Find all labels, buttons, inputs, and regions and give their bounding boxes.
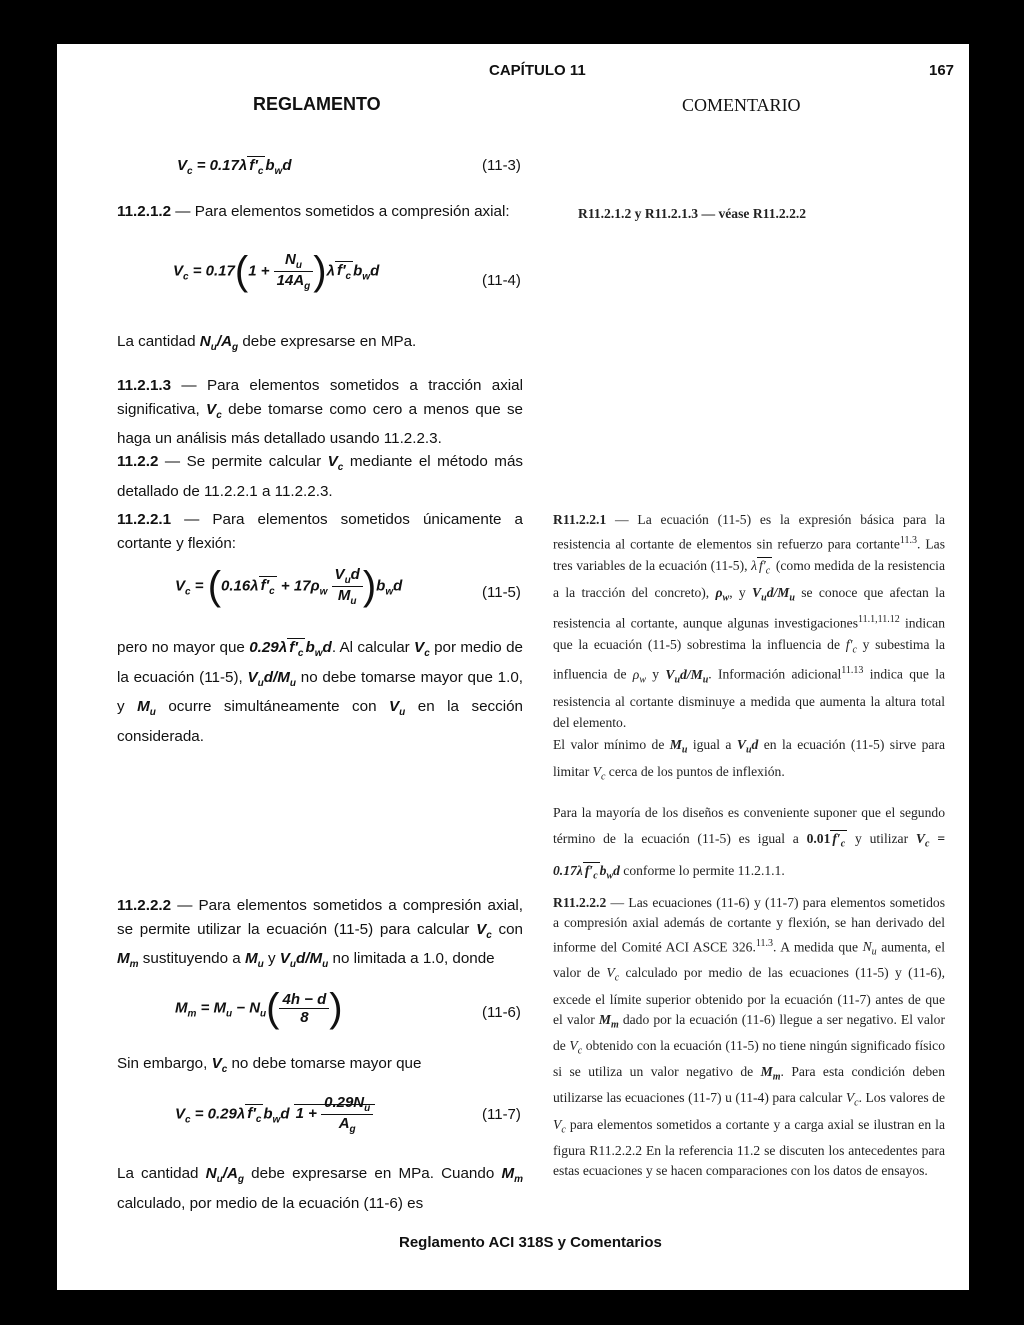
text: — Las ecuaciones (11-6) y (11-7) para elementos sometidos a compresión axial además de cortante y flexión, se han derivado del informe del Comité ACI ASCE 326.: [553, 895, 945, 955]
text: se conoce que afectan la resistencia al cortante, aunque algunas investigaciones: [553, 584, 945, 631]
text: La cantidad: [117, 1165, 206, 1182]
equation-11-5: $V_c = (0.16\lambda$ $f'_c + 17\rho_w$ $\frac{V_ud}{M_u}$ )$b_wd$: [175, 564, 403, 608]
text: no limitada a 1.0, donde: [328, 950, 495, 968]
text: El valor mínimo de: [553, 737, 670, 752]
equation-11-4: $V_c = 0.17(1$ + $\frac{N_u}{14A_g}$ )λ $f'_c$ $b_wd$: [173, 249, 380, 293]
text: mediante el método más detallado de 11.2.2.1 a 11.2.2.3.: [117, 453, 523, 500]
reference: 11.1,11.12: [858, 613, 900, 625]
text: — Para elementos sometidos únicamente a cortante y flexión:: [117, 511, 523, 552]
text: — Para elementos sometidos a tracción axial significativa,: [117, 377, 523, 418]
text: calculado, por medio de la ecuación (11-6) es: [117, 1194, 424, 1212]
equation-11-3-number: (11-3): [482, 157, 521, 174]
text: (como medida de la resistencia a la tracción del concreto),: [553, 557, 945, 600]
equation-11-6-number: (11-6): [482, 1004, 521, 1021]
text: . Para esta condición deben utilizarse las ecuaciones (11-7) u (11-4) para calcular: [553, 1064, 945, 1106]
commentary-heading: R11.2.1.2 y R11.2.1.3 — véase R11.2.2.2: [578, 206, 807, 221]
text: — La ecuación (11-5) es la expresión básica para la resistencia al cortante de elementos sin refuerzo para cortante: [553, 512, 945, 552]
paragraph-text: — Para elementos sometidos a compresión axial:: [171, 203, 510, 220]
equation-11-7-number: (11-7): [482, 1106, 521, 1123]
paragraph-11-2-2-1: [117, 508, 523, 555]
section-number: R11.2.2.1: [553, 512, 607, 527]
page-number: 167: [929, 62, 955, 79]
text: indica que la resistencia al cortante disminuye a medida que aumenta la altura total del elemento.: [553, 666, 945, 731]
paragraph-nu-ag: La cantidad $N_u/A_g$ debe expresarse en MPa.: [117, 333, 417, 354]
text: pero no mayor que: [117, 639, 250, 656]
text: para elementos sometidos a cortante y a carga axial se ilustran en la figura R11.2.2.2 En la referencia 11.2 se discuten los antecedentes para estas ecuaciones y se hacen comparaciones con los datos de ensayos.: [553, 1116, 945, 1179]
text: sustituyendo a: [138, 950, 245, 968]
paragraph-11-2-2-2: 11.2.2.2 — Para elementos sometidos a compresión axial, se permite utilizar la ecuación (11-5) para calcular $V_c$ con $M_m$ sustituyendo a $M_u$ y $V_ud/M_u$ no limitada a 1.0, donde: [117, 897, 523, 971]
text: aumenta, el valor de: [553, 939, 945, 981]
text: , y: [729, 584, 753, 600]
equation-11-4-number: (11-4): [482, 272, 521, 289]
commentary-r11-2-2-2: R11.2.2.2 — Las ecuaciones (11-6) y (11-7) para elementos sometidos a compresión axial además de cortante y flexión, se han derivado del informe del Comité ACI ASCE 326.$^{11.3}$. A medida que $N_u$ aumenta, el valor de $V_c$ calculado por medio de las ecuaciones (11-5) y (11-6), excede el límite superior obtenido por la ecuación (11-7) antes de que el valor $M_m$ dado por la ecuación (11-6) llegue a ser negativo. El valor de $V_c$ obtenido con la ecuación (11-5) no tiene ningún significado físico si se utiliza un valor negativo de $M_m$. Para esta condición deben utilizarse las ecuaciones (11-7) u (11-4) para calcular $V_c$. Los valores de $V_c$ para elementos sometidos a cortante y a carga axial se ilustran en la figura R11.2.2.2 En la referencia 11.2 se discuten los antecedentes para estas ecuaciones y se hacen comparaciones con los datos de ensayos.: [553, 895, 945, 1179]
equation-11-5-number: (11-5): [482, 584, 521, 601]
text: Sin embargo,: [117, 1055, 212, 1072]
section-number: R11.2.2.2: [553, 895, 607, 910]
text: indican que la ecuación (11-5) sobrestima la influencia de: [553, 615, 945, 652]
reference: 11.3: [899, 535, 918, 547]
text: con: [491, 920, 523, 938]
paragraph-limit: pero no mayor que 0.29λ $f'_c$ $b_wd$. Al calcular $V_c$ por medio de la ecuación (11-5), $V_ud/M_u$ no debe tomarse mayor que 1.0, y $M_u$ ocurre simultáneamente con $V_u$ en la sección considerada.: [117, 639, 523, 745]
text: . Los valores de: [858, 1090, 945, 1106]
text: debe expresarse en MPa. Cuando: [244, 1165, 502, 1182]
text: ocurre simultáneamente con: [155, 698, 390, 716]
reference: 11.3: [755, 937, 773, 949]
section-number: 11.2.2.2: [117, 897, 172, 914]
text: y: [646, 666, 666, 682]
text: Para la mayoría de los diseños es conveniente suponer que el segundo término de la ecuación (11-5) es igual a: [553, 805, 945, 846]
section-number: 11.2.1.3: [117, 377, 172, 394]
text: en la ecuación (11-5) sirve para limitar: [553, 737, 946, 779]
text: . Al calcular: [331, 639, 415, 656]
document-page: [57, 44, 969, 1290]
equation-11-3: $V_c = 0.17\lambda$ $f'_c$ $b_wd$: [177, 157, 292, 177]
commentary-r11-2-1-2: [578, 203, 950, 224]
chapter-title: CAPÍTULO 11: [489, 62, 586, 79]
paragraph-sin-embargo: Sin embargo, $V_c$ no debe tomarse mayor que: [117, 1055, 422, 1076]
paragraph-cantidad-final: La cantidad $N_u/A_g$ debe expresarse en MPa. Cuando $M_m$ calculado, por medio de la ecuación (11-6) es: [117, 1165, 523, 1212]
text: La cantidad: [117, 333, 200, 350]
text: — Para elementos sometidos a compresión axial, se permite utilizar la ecuación (11-5) para calcular: [117, 897, 523, 938]
text: — Se permite calcular: [158, 453, 328, 470]
text: obtenido con la ecuación (11-5) no tiene ningún significado físico si se utiliza un valor negativo de: [553, 1038, 945, 1080]
equation-11-7: $V_c = 0.29\lambda$ $f'_c$ $b_wd$ 1 + $\frac{0.29N_u}{A_g}$: [175, 1094, 375, 1135]
paragraph-11-2-1-3: 11.2.1.3 — Para elementos sometidos a tracción axial significativa, $V_c$ debe tomarse como cero a menos que se haga un análisis más detallado usando 11.2.2.3.: [117, 377, 523, 448]
footer-title: Reglamento ACI 318S y Comentarios: [399, 1234, 662, 1251]
text: no debe tomarse mayor que 1.0, y: [117, 668, 523, 716]
text: y: [263, 950, 280, 968]
text: . Información adicional: [708, 666, 842, 682]
text: igual a: [687, 737, 737, 752]
equation-11-6: $M_m = M_u - N_u$( $\frac{4h - d}{8}$ ): [175, 986, 343, 1030]
paragraph-11-2-1-2: [117, 200, 523, 224]
text: calculado por medio de las ecuaciones (11-5) y (11-6), excede el límite superior obtenido por la ecuación (11-7) antes de que el valor: [553, 965, 945, 1027]
text: debe tomarse como cero a menos que se haga un análisis más detallado usando 11.2.2.3.: [117, 400, 523, 448]
section-number: 11.2.2: [117, 453, 159, 470]
text: y subestima la influencia de: [553, 636, 946, 682]
section-number: 11.2.1.2: [117, 203, 172, 220]
text: no debe tomarse mayor que: [227, 1055, 422, 1072]
text: . Las tres variables de la ecuación (11-5),: [553, 536, 945, 573]
paragraph-11-2-2: 11.2.2 — Se permite calcular $V_c$ mediante el método más detallado de 11.2.2.1 a 11.2.2.3.: [117, 453, 523, 500]
text: dado por la ecuación (11-6) llegue a ser negativo. El valor de: [553, 1012, 945, 1054]
text: . A medida que: [773, 939, 863, 955]
text: conforme lo permite 11.2.1.1.: [619, 862, 785, 878]
commentary-design-assumption: Para la mayoría de los diseños es conveniente suponer que el segundo término de la ecuación (11-5) es igual a 0.01 $f'_c$ y utilizar $V_c = 0.17\lambda$ $f'_c$ $b_wd$ conforme lo permite 11.2.1.1.: [553, 805, 945, 882]
right-column-title: COMENTARIO: [682, 95, 801, 115]
commentary-minimum-value: El valor mínimo de $M_u$ igual a $V_ud$ en la ecuación (11-5) sirve para limitar $V_c$ cerca de los puntos de inflexión.: [553, 737, 946, 783]
text: por medio de la ecuación (11-5),: [117, 639, 523, 686]
text: y utilizar: [847, 831, 916, 846]
text: cerca de los puntos de inflexión.: [605, 763, 785, 779]
commentary-r11-2-2-1: R11.2.2.1 — La ecuación (11-5) es la expresión básica para la resistencia al cortante de elementos sin refuerzo para cortante$^{11.3}$. Las tres variables de la ecuación (11-5), λ $f'_c$ (como medida de la resistencia a la tracción del concreto), $\rho_w$, y $V_ud/M_u$ se conoce que afectan la resistencia al cortante, aunque algunas investigaciones$^{11.1,11.12}$ indican que la ecuación (11-5) sobrestima la influencia de $f'_c$ y subestima la influencia de $\rho_w$ y $V_ud/M_u$. Información adicional$^{11.13}$ indica que la resistencia al cortante disminuye a medida que aumenta la altura total del elemento.: [553, 512, 946, 731]
text: en la sección considerada.: [117, 698, 523, 745]
left-column-title: REGLAMENTO: [253, 94, 381, 114]
text: debe expresarse en MPa.: [238, 333, 417, 350]
reference: 11.13: [841, 665, 864, 677]
section-number: 11.2.2.1: [117, 511, 172, 528]
